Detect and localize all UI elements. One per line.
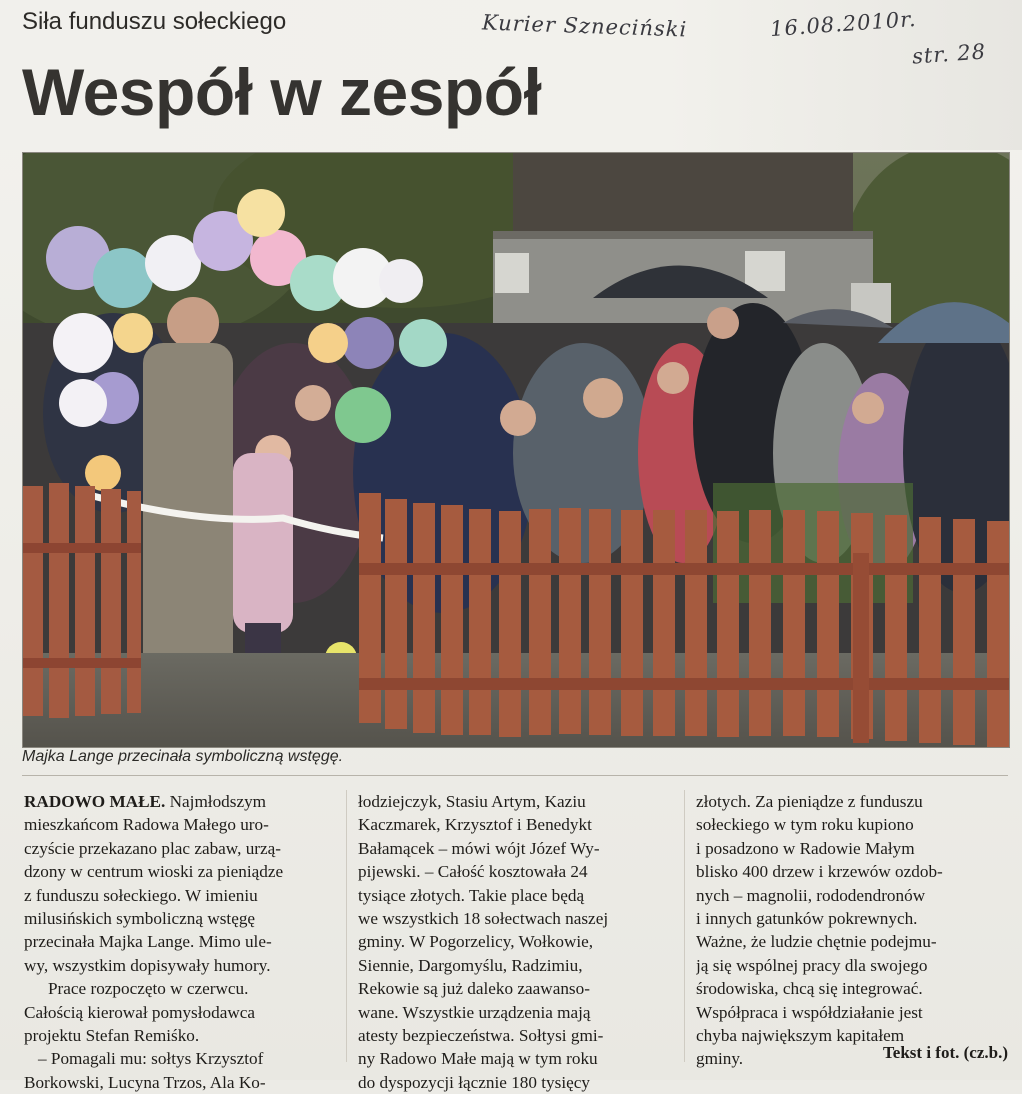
body-line: złotych. Za pieniądze z funduszu [696, 792, 923, 811]
body-line: – Pomagali mu: sołtys Krzysztof [38, 1049, 264, 1069]
body-line: łodziejczyk, Stasiu Artym, Kaziu [358, 792, 586, 811]
section-heading: Siła funduszu sołeckiego [22, 8, 287, 35]
handwritten-date-note: 16.08.2010r. [769, 6, 918, 42]
body-line: we wszystkich 18 sołectwach naszej [358, 909, 609, 929]
body-line: dzony w centrum wioski za pieniądze [24, 862, 284, 882]
body-line: mieszkańcom Radowa Małego uro- [24, 815, 269, 835]
body-line: Całością kierował pomysłodawca [24, 1002, 256, 1022]
body-line: przecinała Majka Lange. Mimo ule- [24, 932, 272, 952]
body-line: milusińskich symboliczną wstęgę [24, 909, 256, 929]
handwritten-source-note: Kurier Szneciński [481, 10, 688, 42]
house-window [495, 253, 529, 293]
body-line: do dyspozycji łącznie 180 tysięcy [358, 1072, 590, 1092]
body-line: i posadzono w Radowie Małym [696, 838, 915, 858]
body-line: wane. Wszystkie urządzenia mają [358, 1002, 591, 1022]
photo-caption: Majka Lange przecinała symboliczną wstęgę. [22, 748, 344, 765]
body-line: Siennie, Dargomyślu, Radzimiu, [358, 955, 583, 975]
body-line: Współpraca i współdziałanie jest [696, 1002, 923, 1022]
body-line: ny Radowo Małe mają w tym roku [358, 1049, 598, 1069]
body-line: chyba największym kapitałem [696, 1026, 905, 1046]
body-line: Bałamącek – mówi wójt Józef Wy- [358, 838, 600, 858]
body-line: atesty bezpieczeństwa. Sołtysi gmi- [358, 1026, 604, 1046]
body-line: sołeckiego w tym roku kupiono [696, 815, 914, 835]
house-roof [513, 153, 853, 233]
article-column-3 [696, 790, 1015, 1071]
body-line: czyście przekazano plac zabaw, urzą- [24, 838, 281, 858]
article-column-2 [358, 790, 677, 1094]
article-column-1 [24, 790, 343, 1094]
body-line: ją się wspólnej pracy dla swojego [696, 955, 928, 975]
body-line: z funduszu sołeckiego. W imieniu [24, 885, 258, 905]
body-line: wy, wszystkim dopisywały humory. [24, 955, 271, 975]
body-line: tysiące złotych. Takie place będą [358, 885, 585, 905]
dateline-line [24, 790, 343, 813]
body-line: projektu Stefan Remiśko. [24, 1026, 200, 1046]
handwritten-page-note: str. 28 [911, 39, 987, 69]
body-line: Borkowski, Lucyna Trzos, Ala Ko- [24, 1072, 266, 1092]
column-divider [684, 790, 685, 1062]
dateline: RADOWO MAŁE. [24, 792, 166, 811]
article-photo [22, 152, 1010, 748]
body-line: nych – magnolii, rododendronów [696, 885, 926, 905]
body-line: środowiska, chcą się integrować. [696, 979, 923, 999]
body-line: Kaczmarek, Krzysztof i Benedykt [358, 815, 592, 835]
body-line: gminy. W Pogorzelicy, Wołkowie, [358, 932, 594, 952]
caption-divider [22, 775, 1008, 776]
body-line: i innych gatunków pokrewnych. [696, 909, 918, 929]
body-line: gminy. [696, 1049, 744, 1069]
body-line: Rekowie są już daleko zaawanso- [358, 979, 590, 999]
body-line: Prace rozpoczęto w czerwcu. [48, 979, 249, 999]
body-line: blisko 400 drzew i krzewów ozdob- [696, 862, 943, 882]
author-credit: Tekst i fot. (cz.b.) [883, 1043, 1008, 1062]
column-divider [346, 790, 347, 1062]
body-line: Ważne, że ludzie chętnie podejmu- [696, 932, 937, 952]
body-line: Najmłodszym [169, 792, 267, 811]
body-line: pijewski. – Całość kosztowała 24 [358, 862, 588, 882]
article-headline: Wespół w zespół [22, 55, 542, 129]
photo-illustration [23, 153, 1009, 747]
